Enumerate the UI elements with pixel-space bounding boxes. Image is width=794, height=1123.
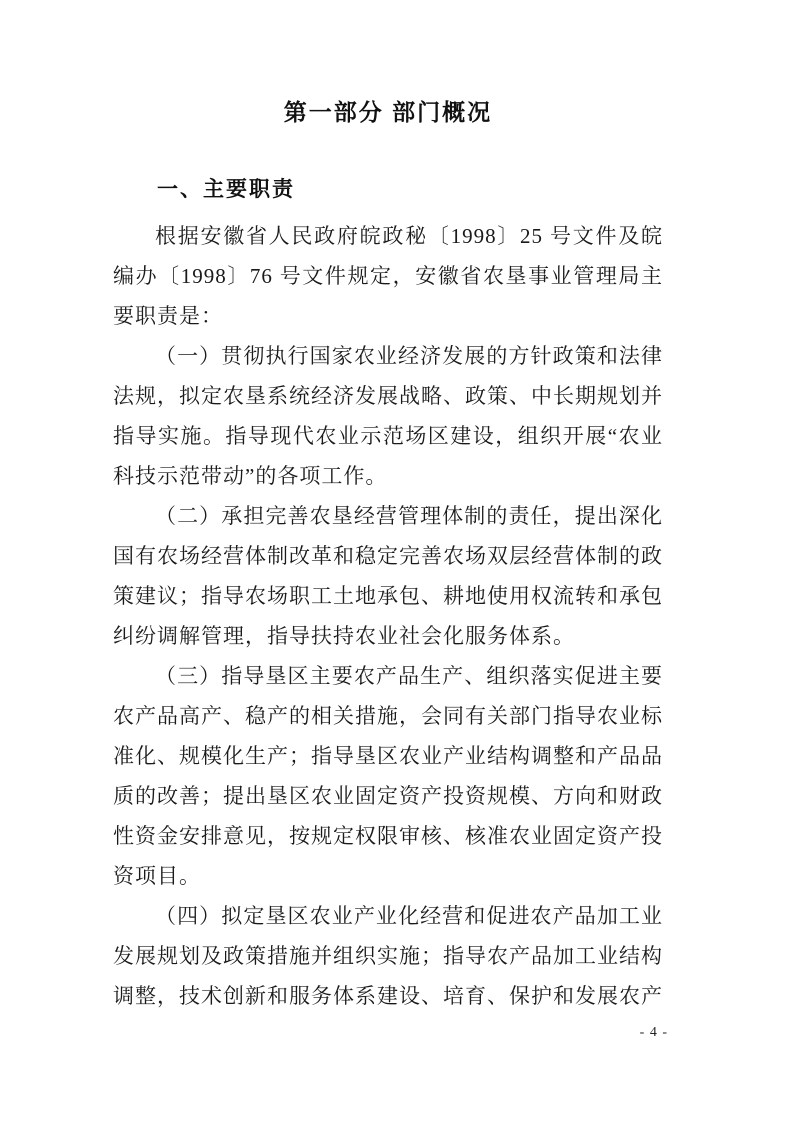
paragraph-duty-3: （三）指导垦区主要农产品生产、组织落实促进主要农产品高产、稳产的相关措施，会同有关部门指导农业标准化、规模化生产；指导垦区农业产业结构调整和产品品质的改善；提出垦区农业固定资产投资规模、方向和财政性资金安排意见，按规定权限审核、核准农业固定资产投资项目。 xyxy=(113,664,663,888)
paragraph-duty-4: （四）拟定垦区农业产业化经营和促进农产品加工业发展规划及政策措施并组织实施；指导农产品加工业结构调整，技术创新和服务体系建设、培育、保护和发展农产 xyxy=(113,904,663,1008)
paragraph-duty-2: （二）承担完善农垦经营管理体制的责任，提出深化国有农场经营体制改革和稳定完善农场双层经营体制的政策建议；指导农场职工土地承包、耕地使用权流转和承包纠纷调解管理，指导扶持农业社会化服务体系。 xyxy=(113,504,663,648)
paragraph-intro: 根据安徽省人民政府皖政秘〔1998〕25 号文件及皖编办〔1998〕76 号文件规定，安徽省农垦事业管理局主要职责是： xyxy=(113,224,663,328)
document-title: 第一部分 部门概况 xyxy=(283,99,493,125)
paragraph-duty-1: （一）贯彻执行国家农业经济发展的方针政策和法律法规，拟定农垦系统经济发展战略、政策、中长期规划并指导实施。指导现代农业示范场区建设，组织开展“农业科技示范带动”的各项工作。 xyxy=(113,344,663,488)
section-heading: 一、主要职责 xyxy=(157,178,295,201)
document-body xyxy=(113,216,663,1016)
page-number: - 4 - xyxy=(639,1025,668,1040)
